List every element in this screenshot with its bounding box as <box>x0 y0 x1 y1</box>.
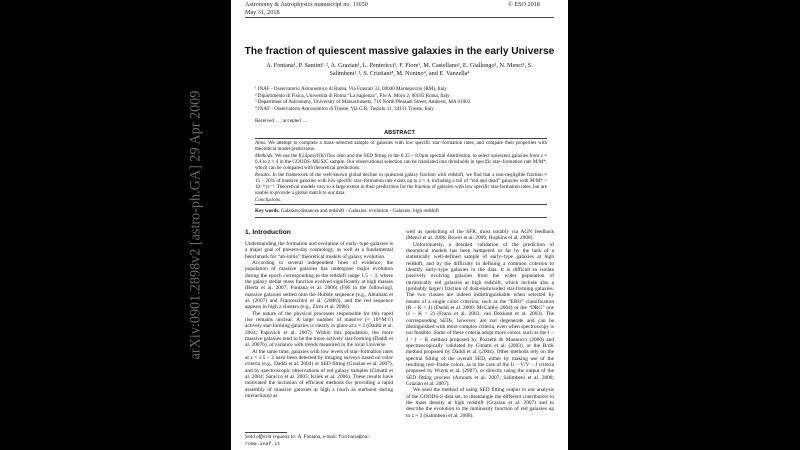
footnote <box>245 434 393 448</box>
left-column <box>245 241 393 399</box>
contact-email[interactable]: fontana@oa-roma.inaf.it <box>245 435 371 448</box>
abstract-heading: ABSTRACT <box>384 130 415 136</box>
aims-text: We attempt to complete a mass–selected sample of galaxies with low specific star–formation rates, and compare their properties with theoretical model predictions. <box>255 140 547 153</box>
affiliation-1: ¹ INAF - Osservatorio Astronomico di Roma, Via Frascati 33, 00040 Monteporzio (RM), Italy <box>255 86 447 92</box>
paragraph: well as quenching of the SFR, most notably via AGN feedback (Menci et al. 2006; Bower et al. 2006; Hopkins et al. 2008). <box>406 229 554 242</box>
affiliation-3: ³ Department of Astronomy, University of Massachusetts, 710 North Pleasant Street, Amherst, MA 01003 <box>255 99 471 105</box>
abstract-conclusions <box>255 197 547 203</box>
section-heading-introduction: 1. Introduction <box>245 229 291 236</box>
keywords-label: Key words. <box>255 208 280 214</box>
paragraph: At the same time, galaxies with low levels of star–formation rates at z ≈ 1.5 − 2 have been detected by imaging surveys based on color criteria (e.g., Daddi et al. 2004) or SED fitting (Grazian et al. 2007), and by spectroscopic observations of red galaxy samples (Cimatti et al. 2004; Saracco et al. 2005; Kriek et al. 2006). These results have motivated the inclusion of efficient methods for providing a rapid assembly of massive galaxies at high z (such as starburst during interactions) as <box>245 348 393 399</box>
abstract-results <box>255 172 547 196</box>
manuscript-date: May 31, 2018 <box>245 9 280 16</box>
paragraph: The nature of the physical processes responsible for this rapid rise remains unclear. A large number of massive (≈ 10¹¹M☉) actively star-forming galaxies is clearly in place at z ≈ 2 (Daddi et al. 2004; Papovich et al. 2007). Within this population, the more massive galaxies tend to be the more actively star-forming (Daddi et al. 2007b), at variance with trends measured in the local Universe. <box>245 310 393 349</box>
abstract-bottom-rule <box>255 204 547 205</box>
received-line: Received ... ; accepted .... <box>255 118 308 124</box>
copyright: © ESO 2018 <box>508 1 540 8</box>
footnote-label: Send offprint requests to: <box>245 434 297 440</box>
aims-label: Aims. <box>255 140 267 146</box>
abstract-aims <box>255 140 547 152</box>
keywords-rule <box>255 217 547 218</box>
paper-title: The fraction of quiescent massive galaxies in the early Universe <box>244 46 555 57</box>
results-text: In the framework of the well-known global decline in quiescent galaxy fraction with redshift, we find that a non-negligible fraction ≈ 15 ÷ 20% of massive galaxies with low specific star–formation rate exists up to z ≈ 4, including a tail of “red and dead” galaxies with Ṁ/M* < 10⁻¹¹yr⁻¹. Theoretical models vary to a large extent in their predictions for the fraction of galaxies with low specific star-formation rates, but are unable to provide a global match to our data. <box>255 172 547 197</box>
abstract-methods <box>255 153 547 171</box>
footnote-rule <box>245 432 287 433</box>
right-column <box>406 229 554 419</box>
results-label: Results. <box>255 172 271 178</box>
conclusions-label: Conclusions. <box>255 197 282 203</box>
paragraph: Unfortunately, a detailed validation of the prediction of theoretical models has been hampered so far by the lack of a statistically well-defined sample of early–type galaxies at high redshift, and by the difficulty in defining a common criterion to identify early–type galaxies in the data. It is difficult to isolate passively evolving galaxies from the wider population of intrinsically red galaxies at high redshift, which include also a (probably larger) fraction of dust-enshrouded star-forming galaxies. The two classes are indeed indistinguishable when selected by means of a single color criterion, such as the “ERO” classification (R − K > 4) (Daddi et al. 2000; McCarthy 2004) or the “DRG” one (J − K > 2) (Franx et al. 2003; van Dokkum et al. 2003). The corresponding SEDs, however, are not degenerate and can be distinguished with more complex criteria, even when spectroscopy is not feasible. Some of these criteria adopt more colors, such as the I − J / J − K method proposed by Pozzetti & Mannucci (2000) and spectroscopically validated by Cimatti et al. (2003), or the B/zK method proposed by Daddi et al. (2004). Other methods rely on the spectral fitting of the overall SED, either by making use of the resulting rest–frame colors, as in the case of the U − V/V − J criteria proposed by Wuyts et al. (2007), or directly using the output of the SED fitting process (Arnouts et al. 2007; Salimbeni et al. 2008; Grazian et al. 2007). <box>406 241 554 387</box>
keywords-text: Galaxies:distances and redshift - Galaxies: evolution - Galaxies: high redshift <box>280 208 439 214</box>
affiliation-2: ² Dipartimento di Fisica, Università di Roma “La Sapienza”, P.le A. Moro 2, 00185 Roma, Italy <box>255 92 450 99</box>
header-rule <box>245 17 554 18</box>
arxiv-id: arXiv:0901.2898v2 [astro-ph.GA] 29 Apr 2009 <box>187 90 204 360</box>
affiliation-4: ⁴ INAF - Osservatorio Astronomico di Trieste, Via G.B. Tiepolo 11, 34131 Trieste, Italy <box>255 105 434 112</box>
author-list: A. Fontana¹, P. Santini¹˒², A. Grazian¹, L. Pentericci¹, F. Fiore¹, M. Castellano¹, E. Giallongo¹, N. Menci¹, S. Salimbeni¹˒³, S. Cristiani⁴, M. Nonino⁴, and E. Vanzella⁴ <box>266 62 533 77</box>
paragraph: Understanding the formation and evolution of early–type galaxies is a major goal of present-day cosmology, as well as a fundamental benchmark for “ab-initio” theoretical models of galaxy evolution. <box>245 241 393 260</box>
paragraph: We used the method of using SED fitting output in our analysis of the GOODS-S data set, to disentangle the different contributors to the mass density at high redshift (Grazian et al. 2007) and to describe the evolution in the luminosity function of red galaxies up to z ≈ 3 (Salimbeni et al. 2008). <box>406 387 554 419</box>
abstract-top-rule <box>255 138 547 139</box>
paragraph: According to several independent lines of evidence, the population of massive galaxies has undergone major evolution during the epoch corresponding to the redshift range 1.5 ÷ 3, where the galaxy stellar mass function evolved significantly at high masses (Berta et al. 2007; Fontana et al. 2006) (F06 in the following), massive galaxies settled onto the Hubble sequence (e.g., Abraham et al. (2007) and Franceschini et al. (2006)), and the red sequence appears in high z clusters (e.g., Zirm et al. 2008). <box>245 259 393 311</box>
journal-line: Astronomy & Astrophysics manuscript no. 11650 <box>245 1 368 8</box>
keywords <box>255 208 439 214</box>
footnote-text: A. Fontana, e-mail: <box>297 434 338 440</box>
methods-text: We use the f(24µm)/f(K) flux ratio and the SED fitting to the 0.35 ÷ 8.0µm spectral distribution, to select quiescent galaxies from z ≈ 0.4 to z ≈ 4 in the GOODS–MUSIC sample. Our observational selection can be translated into thresholds in specific star–formation rate Ṁ/M*, which can be compared with theoretical predictions. <box>255 153 548 172</box>
arxiv-identifier-sidebar <box>186 75 206 375</box>
methods-label: Methods. <box>255 153 274 159</box>
paper-page <box>231 0 568 450</box>
